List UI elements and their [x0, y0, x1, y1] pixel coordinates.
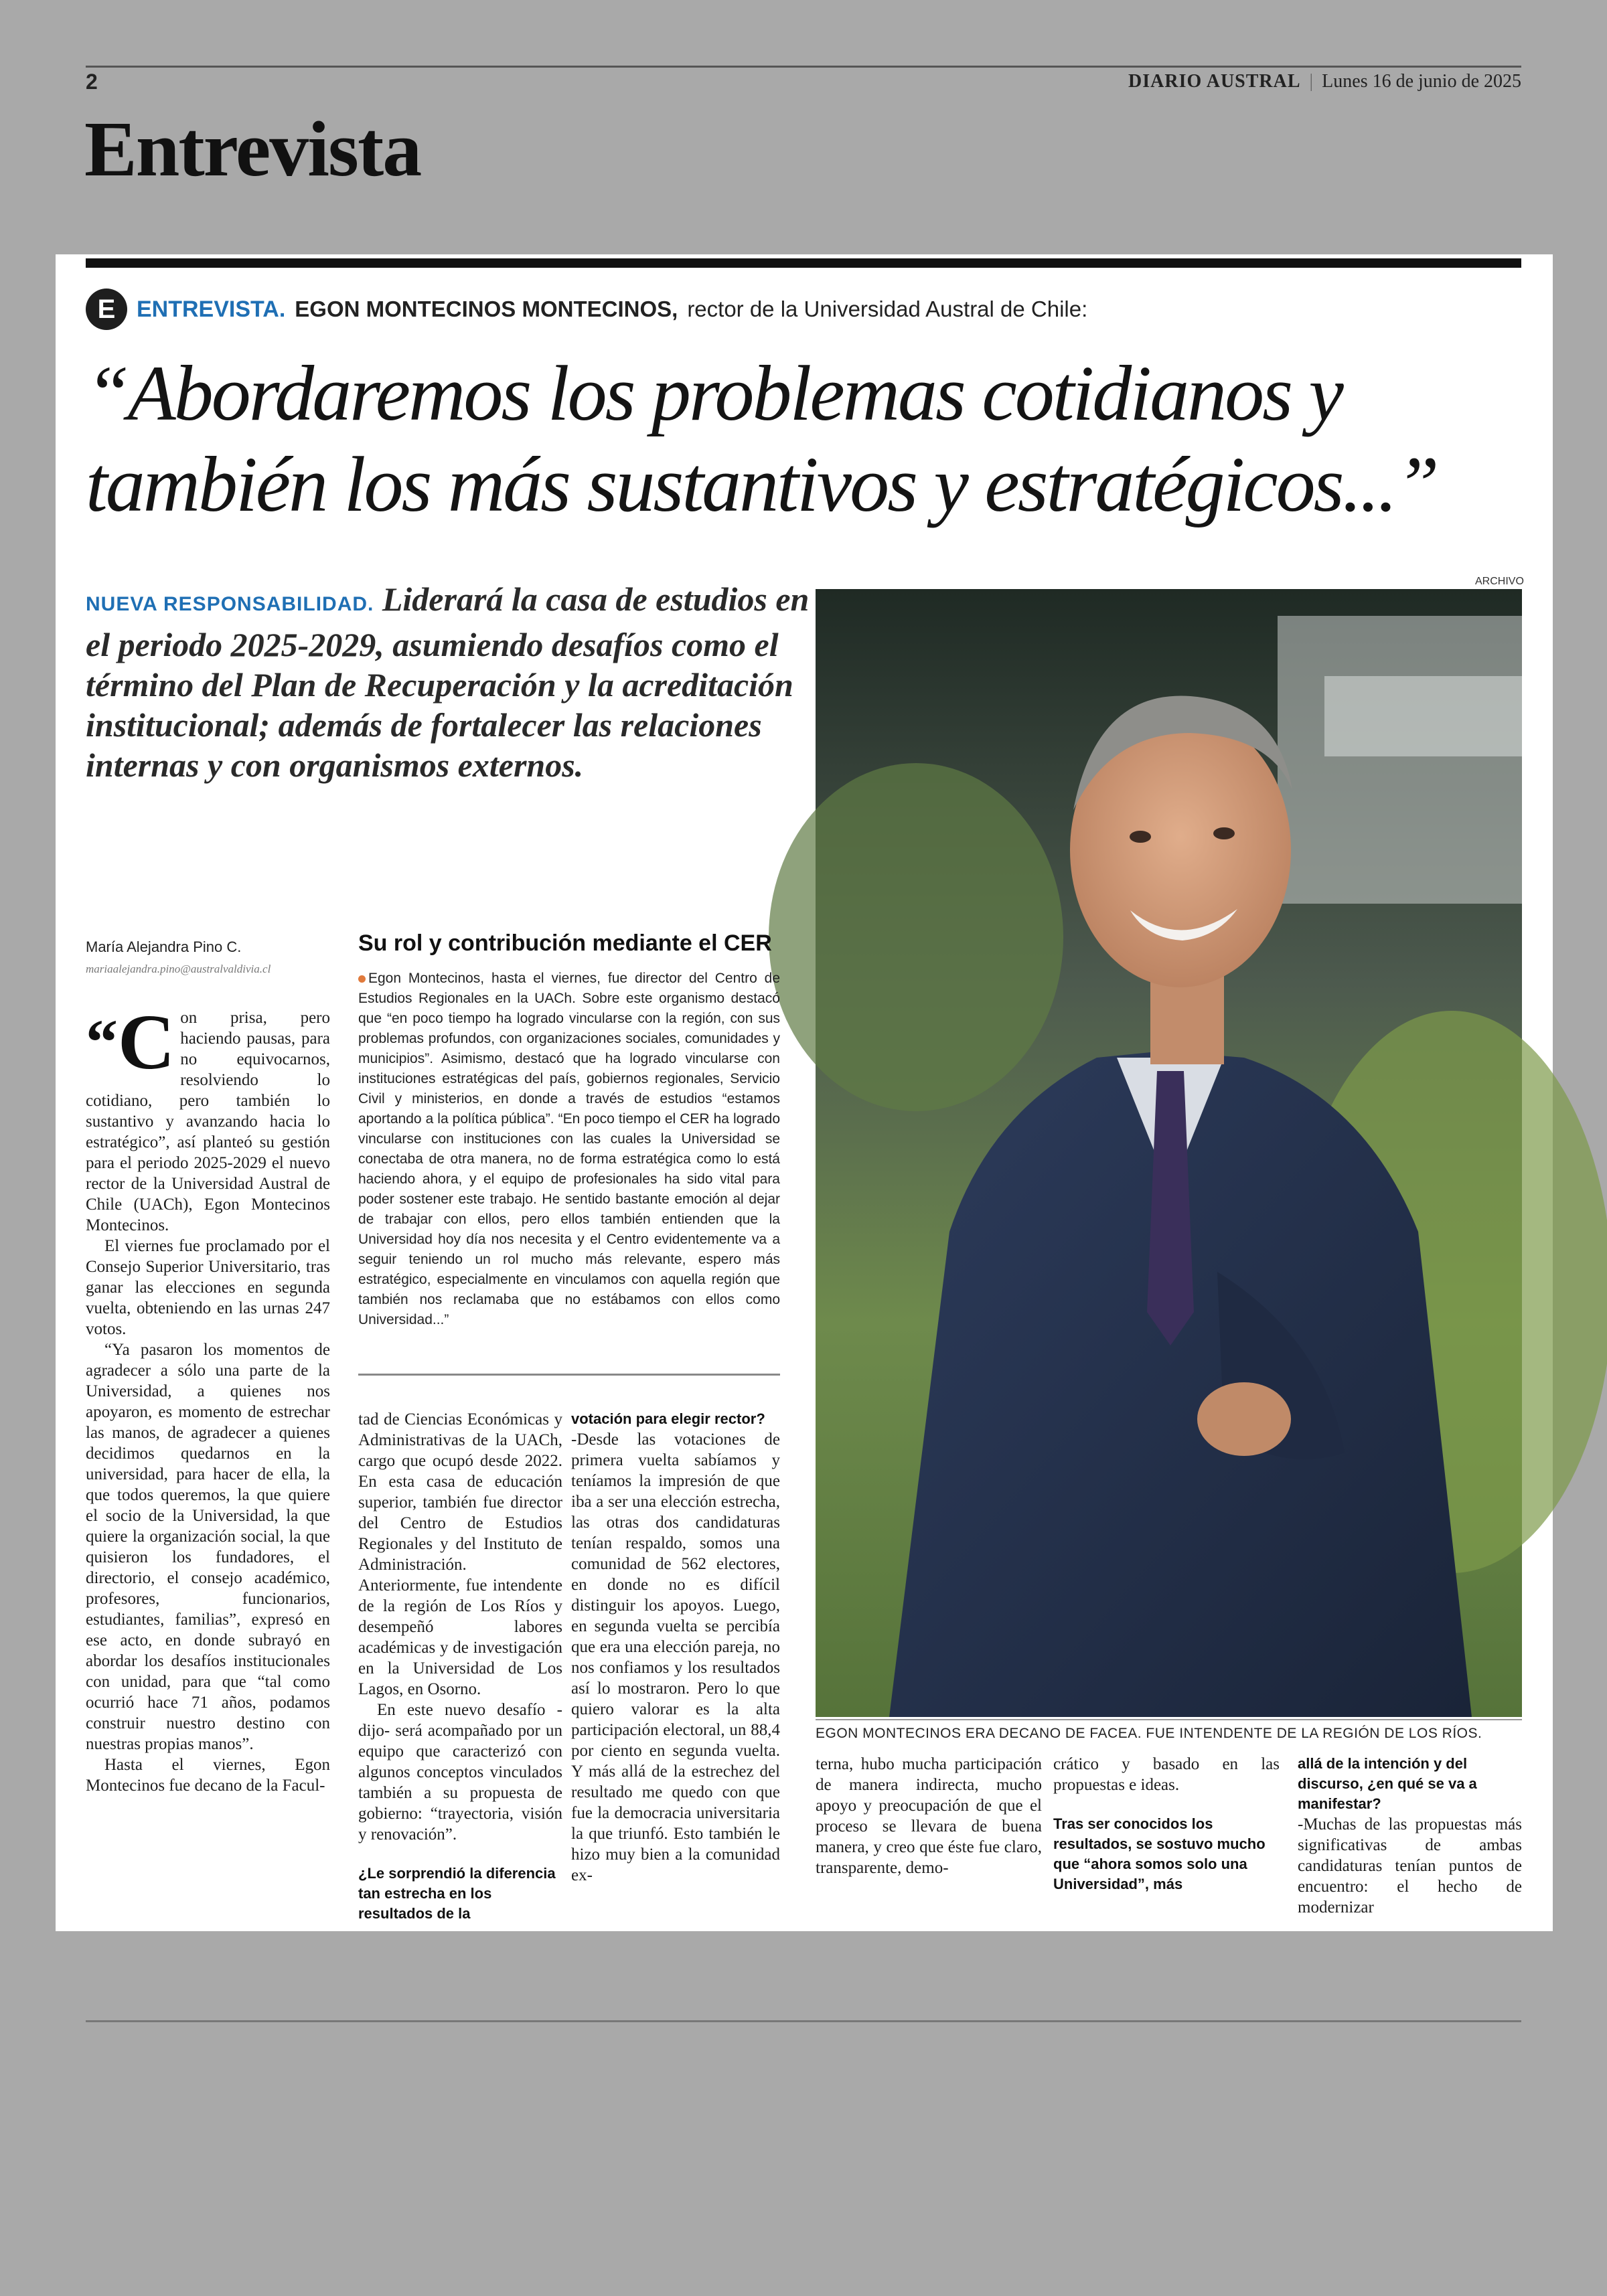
paragraph: El viernes fue proclamado por el Consejo Superior Universitario, tras ganar las elecciones en segunda vuelta, obteniendo en las urnas 247 votos.	[86, 1237, 330, 1338]
column-2	[358, 1409, 562, 1922]
section-title: Entrevista	[84, 105, 421, 193]
interview-question: Tras ser conocidos los resultados, se sostuvo mucho que “ahora somos solo una Universidad”, más	[1053, 1815, 1266, 1892]
dropcap-letter: C	[118, 998, 175, 1086]
byline	[86, 938, 347, 976]
subhead-text: Liderará la casa de estudios en el periodo 2025-2029, asumiendo desafíos como el término del Plan de Recuperación y la acreditación institucional; además de fortalecer las relaciones internas y con organismos externos.	[86, 580, 810, 784]
column-4	[816, 1754, 1042, 2155]
subhead	[86, 579, 822, 785]
column-6	[1298, 1754, 1522, 2155]
top-rule	[86, 66, 1521, 68]
byline-email[interactable]: mariaalejandra.pino@australvaldivia.cl	[86, 963, 271, 975]
sidebar-body	[358, 969, 780, 1330]
sidebar-text: Egon Montecinos, hasta el viernes, fue director del Centro de Estudios Regionales en la UACh. Sobre este organismo destacó que “en poco tiempo ha logrado vincularse con la región, con sus problemas profundos, con organizaciones sociales, comunidades y municipios”. Asimismo, destacó que ha logrado vincularse con instituciones estratégicas del país, gobiernos regionales, Servicio Civil y ministerios, en donde a través de estudios “estamos aportando a la política pública”. “En poco tiempo el CER ha logrado vincularse con instituciones con las cuales la Universidad se conectaba de otra manera, no de forma estratégica como lo está haciendo ahora, y el equipo de profesionales ha sido vital para poder sostener este trabajo. He sentido bastante emoción al dejar de trabajar con ellos, pero ellos también entienden que la Universidad hoy día nos necesita y el Centro evidentemente va a seguir teniendo un rol mucho más relevante, espero más estratégico, especialmente en vinculamos con aquella región que también nos reclamaba que no estábamos con ellos como Universidad...”	[358, 971, 780, 1327]
dropcap	[86, 998, 175, 1086]
interview-question: votación para elegir rector?	[571, 1410, 765, 1427]
paragraph: terna, hubo mucha participación de manera indirecta, mucho apoyo y preocupación de que el proceso se llevara de buena manera, y creo que éste fue claro, transparente, demo-	[816, 1755, 1042, 1877]
kicker	[86, 288, 1087, 331]
photo-credit: ARCHIVO	[1475, 576, 1524, 587]
answer-paragraph: -Muchas de las propuestas más significativas de ambas candidaturas tenían puntos de encuentro: el hecho de modernizar	[1298, 1815, 1522, 1916]
headline: “Abordaremos los problemas cotidianos y también los más sustantivos y estratégicos...”	[86, 349, 1438, 528]
sheet-top-bar	[86, 258, 1521, 268]
bullet-icon	[358, 975, 366, 983]
paragraph: crático y basado en las propuestas e ideas.	[1053, 1755, 1280, 1794]
kicker-name: EGON MONTECINOS MONTECINOS,	[295, 297, 678, 321]
bottom-rule	[86, 2020, 1521, 2022]
column-1	[86, 998, 330, 1796]
byline-name: María Alejandra Pino C.	[86, 938, 242, 955]
paragraph: “Ya pasaron los momentos de agradecer a sólo una parte de la Universidad, a quienes nos apoyaron, es momento de estrechar las manos, de agradecer a quienes decidimos quedarnos en la universidad, para hacer de ella, la que todos queremos, la que quiere el socio de la Universidad, la que quiere la organización social, la que quisieron los fundadores, el directorio, el consejo académico, profesores, funcionarios, estudiantes, familias”, expresó en ese acto, en donde subrayó en abordar los desafíos institucionales con unidad, para que “tal como ocurrió hace 71 años, podamos construir nuestro destino con nuestras propias manos”.	[86, 1341, 330, 1753]
interview-question: allá de la intención y del discurso, ¿en qué se va a manifestar?	[1298, 1755, 1477, 1812]
paper-name: DIARIO AUSTRAL	[1128, 71, 1301, 92]
sidebar-divider	[358, 1374, 780, 1376]
article-sheet	[56, 254, 1553, 1931]
column-5	[1053, 1754, 1280, 2155]
kicker-role: rector de la Universidad Austral de Chile:	[687, 297, 1088, 321]
page-number: 2	[86, 70, 98, 94]
masthead-separator: |	[1309, 71, 1314, 92]
kicker-label: ENTREVISTA.	[137, 296, 286, 322]
paragraph: tad de Ciencias Económicas y Administrativas de la UACh, cargo que ocupó desde 2022. En esta casa de educación superior, también fue director del Centro de Estudios Regionales y del Instituto de Administración. Anteriormente, fue intendente de la región de Los Ríos y desempeñó labores académicas y de investigación en la Universidad de Los Lagos, en Osorno.	[358, 1410, 562, 1698]
paragraph: Hasta el viernes, Egon Montecinos fue decano de la Facul-	[86, 1756, 330, 1795]
sidebar-box	[358, 930, 780, 1330]
dropcap-quote: “	[86, 1006, 118, 1078]
kicker-badge-icon: E	[86, 289, 127, 330]
photo-caption: EGON MONTECINOS ERA DECANO DE FACEA. FUE INTENDENTE DE LA REGIÓN DE LOS RÍOS.	[816, 1719, 1522, 1742]
subhead-label: NUEVA RESPONSABILIDAD.	[86, 593, 374, 615]
answer-paragraph: -Desde las votaciones de primera vuelta sabíamos y teníamos la impresión de que iba a ser una elección estrecha, las otras dos candidaturas tenían respaldo, somos una comunidad de 562 electores, en donde no es difícil distinguir los apoyos. Luego, en segunda vuelta se percibía que era una elección pareja, no nos confiamos y los resultados así lo mostraron. Pero lo que quiero valorar es la alta participación electoral, un 88,4 por ciento en segunda vuelta. Y más allá de la estrechez del resultado me quedo con que fue la democracia universitaria la que triunfó. Esto también le hizo muy bien a la comunidad ex-	[571, 1430, 780, 1884]
issue-date: Lunes 16 de junio de 2025	[1322, 71, 1521, 92]
sidebar-title: Su rol y contribución mediante el CER	[358, 930, 772, 956]
masthead	[1128, 71, 1521, 92]
portrait-illustration	[816, 589, 1522, 1717]
paragraph: En este nuevo desafío -dijo- será acompañado por un equipo que caracterizó con algunos conceptos vinculados también a su propuesta de gobierno: “trayectoria, visión y renovación”.	[358, 1701, 562, 1843]
column-3	[571, 1409, 780, 1884]
portrait-photo	[816, 589, 1522, 1717]
interview-question: ¿Le sorprendió la diferencia tan estrecha en los resultados de la	[358, 1865, 556, 1922]
paragraph: on prisa, pero haciendo pausas, para no equivocarnos, resolviendo lo cotidiano, pero también lo sustantivo y avanzando hacia lo estratégico”, así planteó su gestión para el periodo 2025-2029 el nuevo rector de la Universidad Austral de Chile (UACh), Egon Montecinos Montecinos.	[86, 1009, 330, 1234]
